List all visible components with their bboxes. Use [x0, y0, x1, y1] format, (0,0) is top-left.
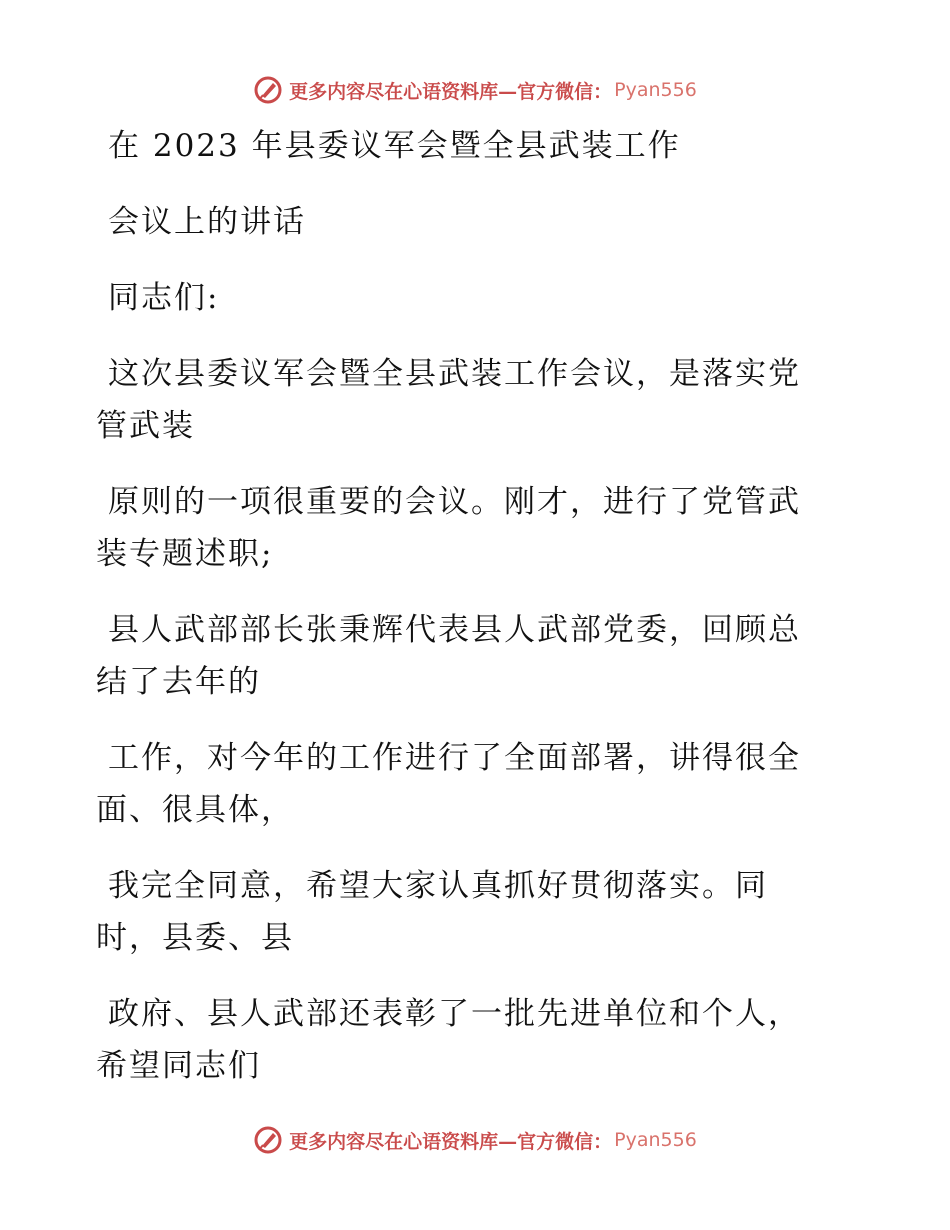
paragraph-1-line-1: 这次县委议军会暨全县武装工作会议，是落实党 [108, 356, 801, 392]
paragraph-1-line-2: 管武装 [96, 408, 195, 444]
pen-logo-icon [253, 75, 283, 105]
watermark-footer [0, 1120, 950, 1160]
paragraph-2-line-1: 原则的一项很重要的会议。刚才，进行了党管武 [108, 484, 801, 520]
paragraph-4-line-2: 面、很具体， [96, 792, 294, 828]
paragraph-3-line-2: 结了去年的 [96, 664, 261, 700]
title-line-2: 会议上的讲话 [108, 204, 306, 240]
paragraph-4-line-1: 工作，对今年的工作进行了全面部署，讲得很全 [108, 740, 801, 776]
paragraph-5-line-1: 我完全同意，希望大家认真抓好贯彻落实。同 [108, 868, 768, 904]
watermark-wechat-id: Pyan556 [614, 1129, 697, 1151]
watermark-header [0, 70, 950, 110]
paragraph-2-line-2: 装专题述职; [96, 536, 274, 572]
watermark-text: 更多内容尽在心语资料库—官方微信： [289, 80, 613, 103]
title-line-1: 在 2023 年县委议军会暨全县武装工作 [108, 128, 681, 164]
pen-logo-icon [253, 1125, 283, 1155]
paragraph-5-line-2: 时，县委、县 [96, 920, 294, 956]
paragraph-3-line-1: 县人武部部长张秉辉代表县人武部党委，回顾总 [108, 612, 801, 648]
paragraph-6-line-2: 希望同志们 [96, 1048, 261, 1084]
watermark-text: 更多内容尽在心语资料库—官方微信： [289, 1130, 613, 1153]
salutation: 同志们: [108, 280, 220, 316]
watermark-wechat-id: Pyan556 [614, 79, 697, 101]
paragraph-6-line-1: 政府、县人武部还表彰了一批先进单位和个人， [108, 996, 801, 1032]
document-body [96, 120, 836, 1092]
